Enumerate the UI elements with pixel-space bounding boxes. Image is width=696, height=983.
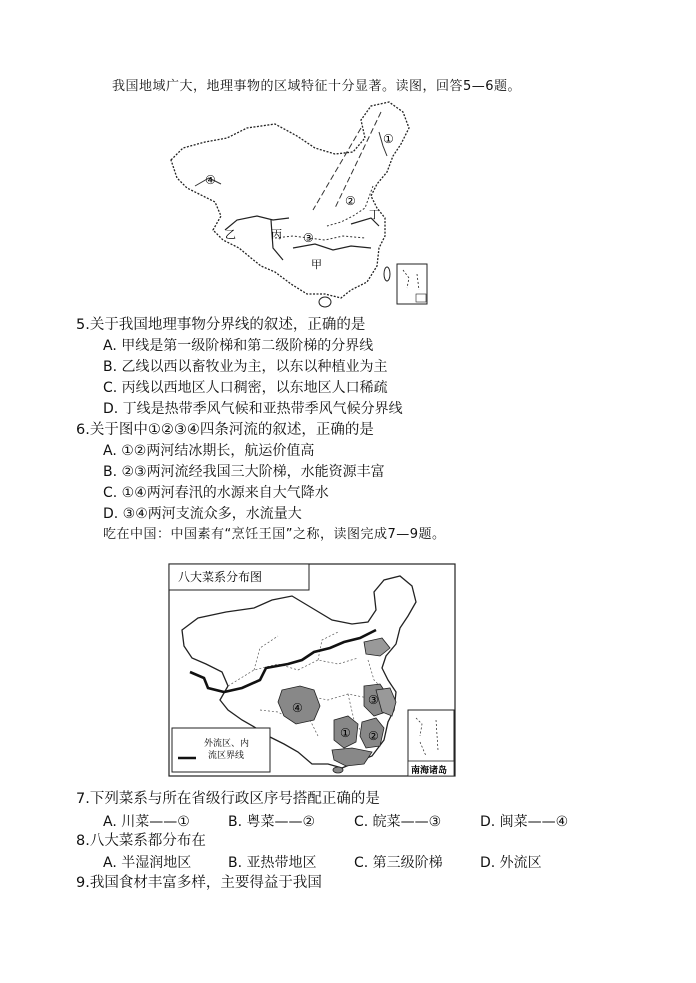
q8-option-d: D. 外流区 — [480, 855, 542, 871]
q6-option-d: D. ③④两河支流众多，水流量大 — [103, 506, 302, 522]
q8-option-c: C. 第三级阶梯 — [354, 855, 443, 871]
legend-line-2: 流区界线 — [208, 751, 245, 761]
q8-option-a: A. 半湿润地区 — [103, 855, 192, 871]
line-label-bing: 丙 — [271, 228, 282, 241]
river-label-3: ③ — [303, 231, 314, 245]
q6-stem: 6.关于图中①②③④四条河流的叙述，正确的是 — [76, 422, 374, 438]
china-outline — [171, 102, 409, 298]
q7-option-c: C. 皖菜——③ — [354, 814, 442, 830]
river-label-2: ② — [345, 194, 356, 208]
inset-label: 南海诸岛 — [411, 766, 448, 776]
legend-line-1: 外流区、内 — [204, 739, 250, 749]
line-label-ding: 丁 — [369, 208, 380, 221]
province-label-3: ③ — [368, 693, 379, 707]
q7-option-d: D. 闽菜——④ — [480, 814, 569, 830]
line-label-jia: 甲 — [311, 258, 322, 271]
taiwan-island — [384, 267, 390, 281]
line-label-yi: 乙 — [225, 228, 236, 241]
q6-option-b: B. ②③两河流经我国三大阶梯，水能资源丰富 — [103, 464, 385, 480]
q8-stem: 8.八大菜系都分布在 — [76, 833, 206, 849]
province-label-4: ④ — [292, 701, 303, 715]
river-3 — [275, 236, 365, 240]
q8-option-b: B. 亚热带地区 — [228, 855, 317, 871]
river-label-4: ④ — [205, 173, 216, 187]
q7-option-a: A. 川菜——① — [103, 814, 190, 830]
hainan-island-2 — [333, 767, 343, 773]
q7-option-b: B. 粤菜——② — [228, 814, 316, 830]
hainan-island — [319, 297, 331, 307]
section1-intro: 我国地域广大，地理事物的区域特征十分显著。读图，回答5—6题。 — [112, 79, 522, 94]
cuisine-distribution-map — [168, 560, 458, 780]
q6-option-c: C. ①④两河春汛的水源来自大气降水 — [103, 485, 329, 501]
q7-stem: 7.下列菜系与所在省级行政区序号搭配正确的是 — [76, 791, 380, 807]
section2-intro: 吃在中国：中国素有“烹饪王国”之称，读图完成7—9题。 — [103, 527, 446, 542]
q5-option-a: A. 甲线是第一级阶梯和第二级阶梯的分界线 — [103, 338, 374, 354]
river-label-1: ① — [383, 132, 394, 146]
q5-stem: 5.关于我国地理事物分界线的叙述，正确的是 — [76, 317, 366, 333]
province-label-1: ① — [340, 726, 351, 740]
q6-option-a: A. ①②两河结冰期长，航运价值高 — [103, 443, 315, 459]
q5-option-b: B. 乙线以西以畜牧业为主，以东以种植业为主 — [103, 359, 388, 375]
q5-option-d: D. 丁线是热带季风气候和亚热带季风气候分界线 — [103, 401, 403, 417]
legend-box — [172, 728, 270, 772]
map2-title: 八大菜系分布图 — [178, 570, 263, 584]
q5-option-c: C. 丙线以西地区人口稠密，以东地区人口稀疏 — [103, 380, 388, 396]
province-label-2: ② — [368, 729, 379, 743]
q9-stem: 9.我国食材丰富多样，主要得益于我国 — [76, 875, 322, 891]
china-boundary-map — [165, 98, 435, 313]
